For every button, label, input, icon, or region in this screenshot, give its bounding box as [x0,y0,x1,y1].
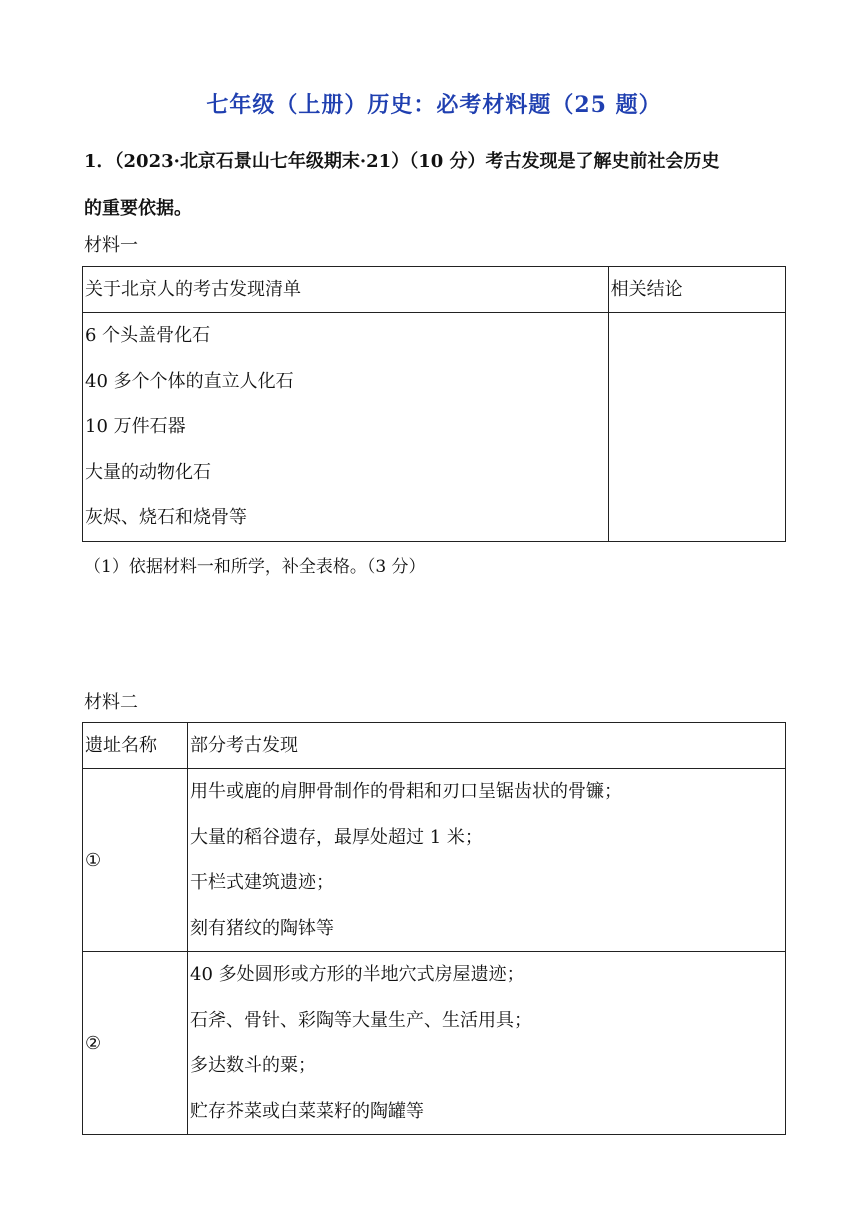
site-findings-cell [188,952,786,1135]
site-findings-cell [188,769,786,952]
finding-item: 10 万件石器 [85,416,186,437]
document-title: 七年级（上册）历史：必考材料题（25 题） [206,92,662,118]
question-line-1: 1．（2023·北京石景山七年级期末·21）（10 分）考古发现是了解史前社会历史 [84,151,720,172]
table1-header-conclusion: 相关结论 [608,267,785,313]
question-line-2: 的重要依据。 [84,198,192,219]
subquestion-1: （1）依据材料一和所学，补全表格。（3 分） [84,557,426,577]
table1-header-findings: 关于北京人的考古发现清单 [83,267,609,313]
finding-item: 灰烬、烧石和烧骨等 [85,507,247,528]
material-2-label: 材料二 [84,692,138,713]
finding-item: 大量的动物化石 [85,461,211,483]
site-finding-item: 40 多处圆形或方形的半地穴式房屋遗迹； [190,964,525,985]
table1-findings-cell [83,313,609,542]
table2-header-findings: 部分考古发现 [188,723,786,769]
material-1-label: 材料一 [84,235,138,256]
question-stem [84,138,794,232]
finding-item: 6 个头盖骨化石 [85,325,211,346]
site-finding-item: 干栏式建筑遗迹； [190,872,334,893]
site-cell: ② [83,952,188,1135]
site-finding-item: 刻有猪纹的陶钵等 [190,917,334,939]
site-finding-item: 大量的稻谷遗存，最厚处超过 1 米； [190,826,483,848]
site-finding-item: 多达数斗的粟； [190,1055,316,1076]
table1-conclusion-blank[interactable] [608,313,785,542]
material-2-table [82,722,786,1135]
finding-item: 40 多个个体的直立人化石 [85,370,294,392]
material-1-table [82,266,786,542]
site-finding-item: 贮存芥菜或白菜菜籽的陶罐等 [190,1100,424,1122]
site-finding-item: 石斧、骨针、彩陶等大量生产、生活用具； [190,1009,532,1031]
site-cell: ① [83,769,188,952]
table2-header-site: 遗址名称 [83,723,188,769]
site-finding-item: 用牛或鹿的肩胛骨制作的骨耜和刃口呈锯齿状的骨镰； [190,781,622,802]
